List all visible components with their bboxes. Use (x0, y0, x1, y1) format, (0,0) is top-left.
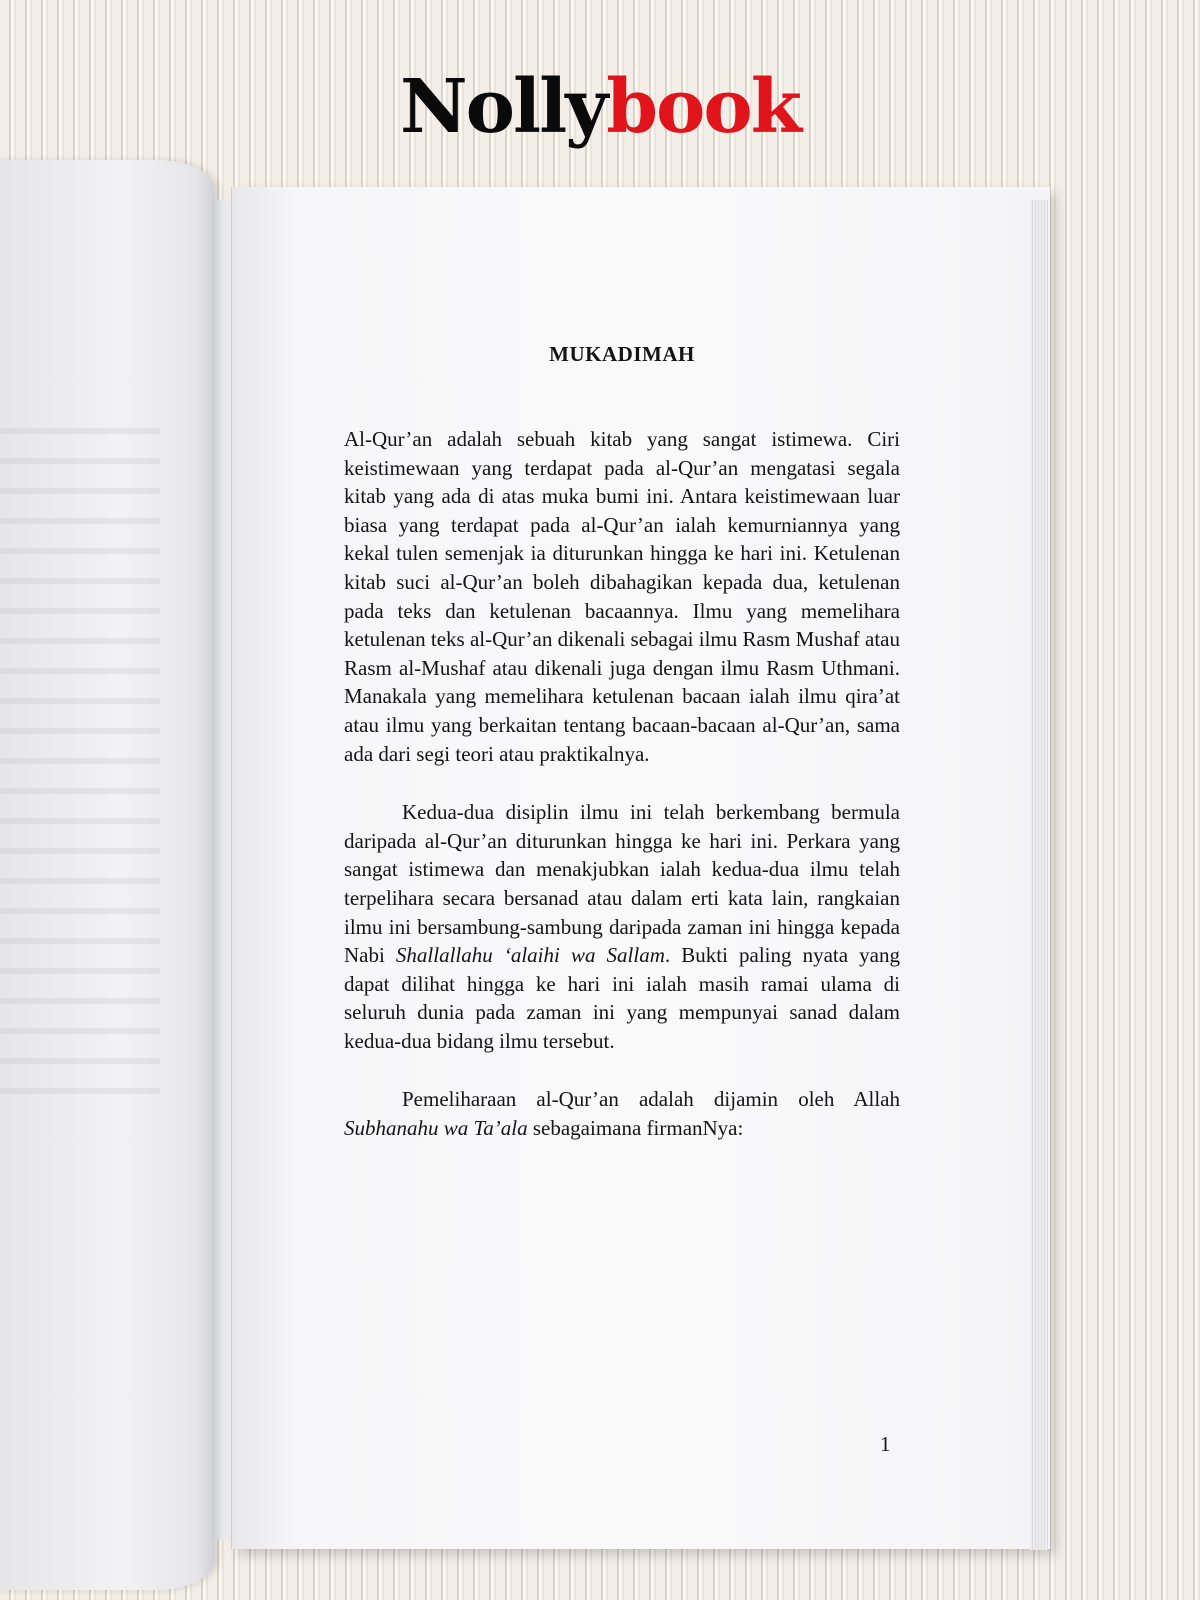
watermark-logo (0, 64, 1200, 150)
paragraph-3-text-after: sebagaimana firmanNya: (527, 1116, 744, 1141)
paragraph-2-text-before: Kedua-dua disiplin ilmu ini telah berkembang bermula daripada al-Qur’an diturunkan hingga ke hari ini. Perkara yang sangat istimewa dan menakjubkan ialah kedua-dua ilmu telah terpelihara secara bersanad atau dalam erti kata lain, rangkaian ilmu ini bersambung-sambung daripada zaman ini hingga kepada Nabi (344, 800, 900, 968)
page-number: 1 (880, 1432, 891, 1456)
paragraph-3 (344, 1085, 900, 1142)
page-content (344, 330, 900, 1173)
left-page (0, 160, 215, 1590)
paragraph-2-italic: Shallallahu ‘alaihi wa Sallam (395, 943, 665, 968)
bleed-through-text (0, 410, 160, 1110)
paragraph-2 (344, 798, 900, 1055)
page-heading: MUKADIMAH (549, 342, 695, 366)
logo-text-book: book (606, 64, 800, 150)
paragraph-3-italic: Subhanahu wa Ta’ala (344, 1116, 528, 1141)
page-edges (1030, 200, 1048, 1550)
paragraph-3-text-before: Pemeliharaan al-Qur’an adalah dijamin oleh Allah (402, 1087, 900, 1112)
paragraph-1: Al-Qur’an adalah sebuah kitab yang sangat istimewa. Ciri keistimewaan yang terdapat pada al-Qur’an mengatasi segala kitab yang ada di atas muka bumi ini. Antara keistimewaan luar biasa yang terdapat pada al-Qur’an ialah kemurniannya yang kekal tulen semenjak ia diturunkan hingga ke hari ini. Ketulenan kitab suci al-Qur’an boleh dibahagikan kepada dua, ketulenan pada teks dan ketulenan bacaannya. Ilmu yang memelihara ketulenan teks al-Qur’an dikenali sebagai ilmu Rasm Mushaf atau Rasm al-Mushaf atau dikenali juga dengan ilmu Rasm Uthmani. Manakala yang memelihara ketulenan bacaan ialah ilmu qira’at atau ilmu yang berkaitan tentang bacaan-bacaan al-Qur’an, sama ada dari segi teori atau praktikalnya. (344, 427, 900, 766)
logo-text-nolly: Nolly (400, 64, 607, 150)
paragraph-2-text-after: . Bukti paling nyata yang dapat dilihat hingga ke hari ini ialah masih ramai ulama di seluruh dunia pada zaman ini yang mempunyai sanad dalam kedua-dua bidang ilmu tersebut. (344, 943, 900, 1053)
